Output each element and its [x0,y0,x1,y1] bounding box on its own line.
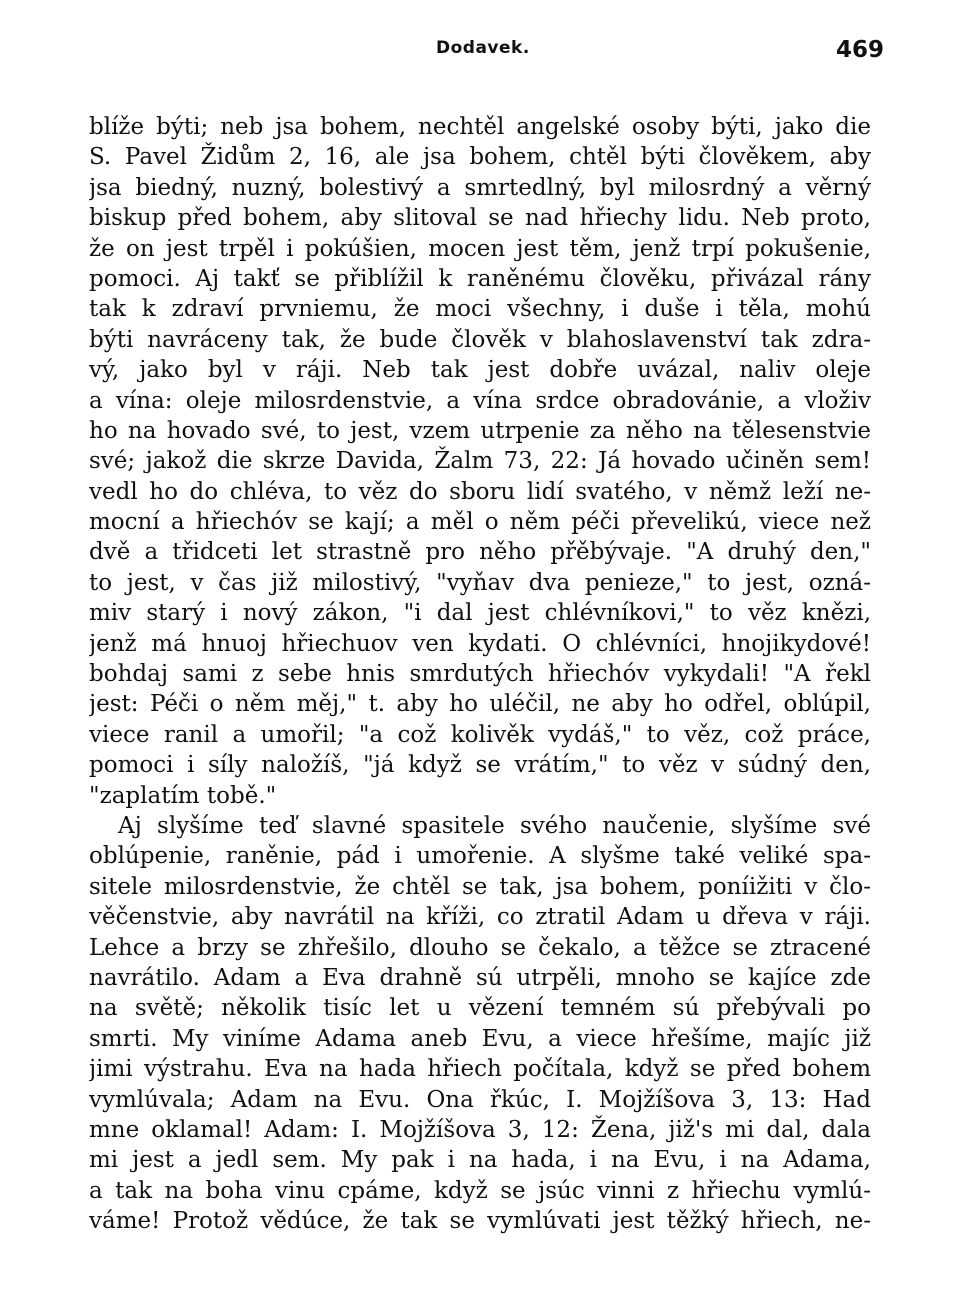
body-text [89,112,871,1236]
text-line: a tak na boha vinu cpáme, když se jsúc vinni z hřiechu vymlú- [89,1177,871,1204]
text-line: mi jest a jedl sem. My pak i na hada, i na Evu, i na Adama, [89,1147,871,1174]
text-line: S. Pavel Židům 2, 16, ale jsa bohem, chtěl býti člověkem, aby [89,144,871,171]
text-line: viece ranil a umořil; "a což kolivěk vydáš," to věz, což práce, [89,721,871,748]
text-line: býti navráceny tak, že bude člověk v blahoslavenství tak zdra- [89,326,871,353]
text-line: vedl ho do chléva, to věz do sboru lidí svatého, v němž leží ne- [89,478,871,505]
text-line: Lehce a brzy se zhřešilo, dlouho se čekalo, a těžce se ztracené [89,934,871,961]
text-line: jsa biedný, nuzný, bolestivý a smrtedlný, byl milosrdný a věrný [89,174,871,201]
text-line: navrátilo. Adam a Eva drahně sú utrpěli, mnoho se kajíce zde [89,964,871,991]
text-line-paragraph-end: "zaplatím tobě." [89,782,277,809]
running-head-title: Dodavek. [436,38,530,58]
text-line: tak k zdraví prvniemu, že moci všechny, i duše i těla, mohú [89,296,871,323]
text-line: mocní a hřiechóv se kají; a měl o něm péči převelikú, viece než [89,509,871,536]
text-line: oblúpenie, raněnie, pád i umořenie. A slyšme také veliké spa- [89,843,871,870]
text-line: dvě a třidceti let strastně pro něho přěbývaje. "A druhý den," [89,539,871,566]
text-line: své; jakož die skrze Davida, Žalm 73, 22: Já hovado učiněn sem! [89,448,871,475]
text-line: na světě; několik tisíc let u vězení temném sú přebývali po [89,995,871,1022]
text-line: to jest, v čas již milostivý, "vyňav dva penieze," to jest, ozná- [89,569,871,596]
text-line: biskup před bohem, aby slitoval se nad hřiechy lidu. Neb proto, [89,205,871,232]
text-line: smrti. My viníme Adama aneb Evu, a viece hřešíme, majíc již [89,1025,871,1052]
text-line: jest: Péči o něm měj," t. aby ho uléčil, ne aby ho odřel, oblúpil, [89,691,871,718]
page-number: 469 [836,37,885,63]
text-line: a vína: oleje milosrdenstvie, a vína srdce obradovánie, a vloživ [89,387,871,414]
text-line: vymlúvala; Adam na Evu. Ona řkúc, I. Mojžíšova 3, 13: Had [89,1086,871,1113]
text-line-paragraph-start: Aj slyšíme teď slavné spasitele svého naučenie, slyšíme své [118,812,871,839]
text-line: jenž má hnuoj hřiechuov ven kydati. O chlévníci, hnojikydové! [89,630,871,657]
text-line: ho na hovado své, to jest, vzem utrpenie za něho na tělesenstvie [89,417,871,444]
text-line: jimi výstrahu. Eva na hada hřiech počítala, když se před bohem [89,1056,871,1083]
text-line: blíže býti; neb jsa bohem, nechtěl angelské osoby býti, jako die [89,114,871,140]
text-line: mne oklamal! Adam: I. Mojžíšova 3, 12: Žena, již's mi dal, dala [89,1116,871,1143]
text-line: vý, jako byl v ráji. Neb tak jest dobře uvázal, naliv oleje [89,357,871,384]
text-line: pomoci. Aj takť se přiblížil k raněnému člověku, přivázal rány [89,265,871,292]
text-line: že on jest trpěl i pokúšien, mocen jest těm, jenž trpí pokušenie, [89,235,871,262]
text-line: miv starý i nový zákon, "i dal jest chlévníkovi," to věz knězi, [89,600,871,627]
text-line: pomoci i síly naložíš, "já když se vrátím," to věz v súdný den, [89,752,871,779]
text-line: váme! Protož vědúce, že tak se vymlúvati jest těžký hřiech, ne- [89,1208,871,1235]
text-line: sitele milosrdenstvie, že chtěl se tak, jsa bohem, poníižiti v člo- [89,873,871,900]
text-line: bohdaj sami z sebe hnis smrdutých hřiechóv vykydali! "A řekl [89,661,871,688]
text-line: věčenstvie, aby navrátil na kříži, co ztratil Adam u dřeva v ráji. [89,904,871,931]
